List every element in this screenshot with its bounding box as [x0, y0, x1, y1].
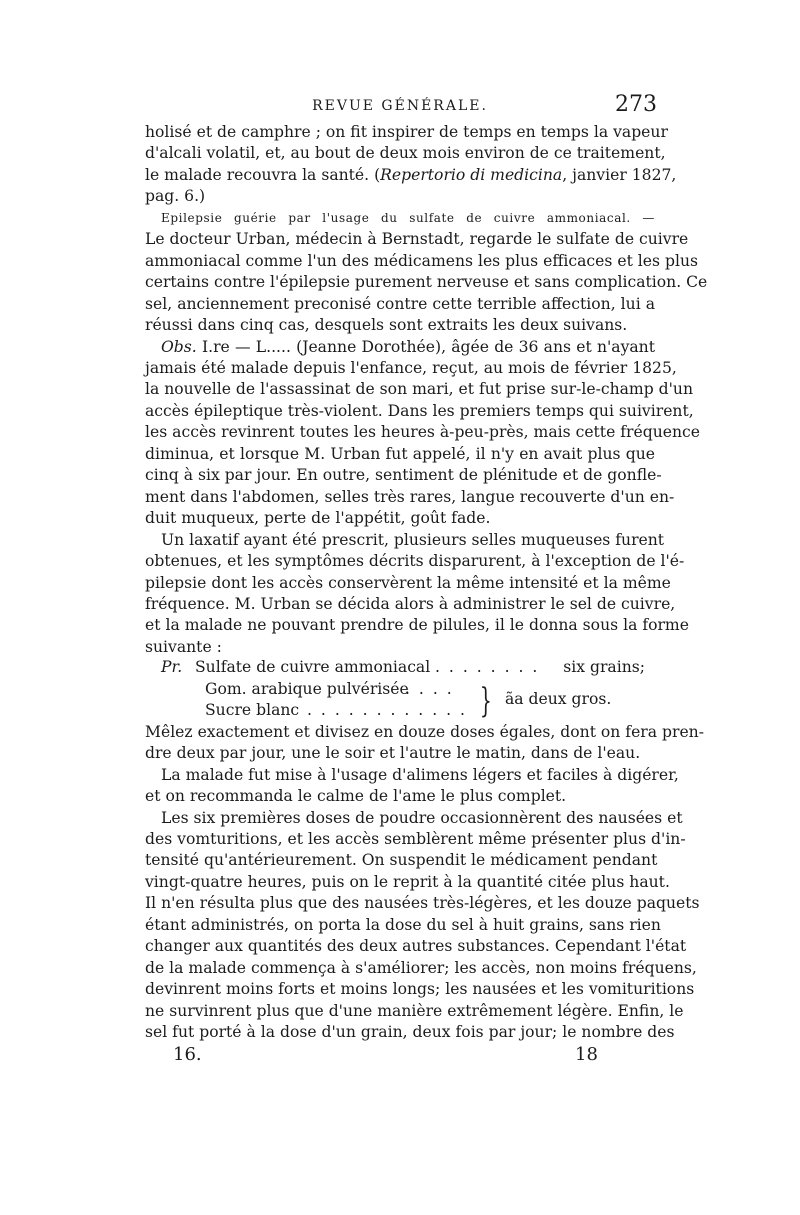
prescription-prefix: Pr.	[161, 658, 183, 677]
text-line: accès épileptique très-violent. Dans les premiers temps qui suivirent,	[145, 401, 694, 420]
text-line: devinrent moins forts et moins longs; les nausées et les vomituritions	[145, 980, 695, 999]
prescription-quantity: six grains;	[563, 658, 645, 677]
text-line: Le docteur Urban, médecin à Bernstadt, regarde le sulfate de cuivre	[145, 230, 689, 249]
prescription-ingredient: Sulfate de cuivre ammoniacal	[195, 658, 431, 677]
text-line: des vomturitions, et les accès semblèrent même présenter plus d'in-	[145, 830, 686, 849]
leader-dots: . . . . . . . .	[435, 658, 540, 677]
prescription-quantity: ãa deux gros.	[505, 689, 612, 708]
text-line: sel fut porté à la dose d'un grain, deux fois par jour; le nombre des	[145, 1023, 675, 1042]
obs-label: Obs.	[161, 337, 197, 356]
text-line: d'alcali volatil, et, au bout de deux mois environ de ce traitement,	[145, 144, 666, 163]
text-line: tensité qu'antérieurement. On suspendit le médicament pendant	[145, 851, 658, 870]
text-line: obtenues, et les symptômes décrits disparurent, à l'exception de l'é-	[145, 552, 685, 571]
prescription-ingredient: Sucre blanc	[205, 701, 300, 720]
text-line: et la malade ne pouvant prendre de pilules, il le donna sous la forme	[145, 616, 689, 635]
text-line: vingt-quatre heures, puis on le reprit à la quantité citée plus haut.	[145, 872, 670, 891]
text-line: suivante :	[145, 637, 222, 656]
text-segment: le malade recouvra la santé. (	[145, 165, 381, 184]
book-page	[145, 92, 708, 1070]
text-line: pilepsie dont les accès conservèrent la même intensité et la même	[145, 573, 671, 592]
text-line: La malade fut mise à l'usage d'alimens légers et faciles à digérer,	[161, 765, 679, 784]
paragraph-doses	[145, 808, 700, 1044]
text-line: Les six premières doses de poudre occasionnèrent des nausées et	[161, 808, 683, 827]
running-title: REVUE GÉNÉRALE.	[312, 98, 488, 114]
text-line: dre deux par jour, une le soir et l'autre le matin, dans de l'eau.	[145, 744, 641, 763]
section-heading: Epilepsie guérie par l'usage du sulfate de cuivre ammoniacal. —	[161, 210, 655, 225]
brace-glyph: }	[479, 680, 492, 721]
prescription-row	[145, 658, 655, 679]
text-line: étant administrés, on porta la dose du sel à huit grains, sans rien	[145, 915, 661, 934]
page-footer	[145, 1044, 655, 1070]
leader-dots: . . . .	[405, 679, 454, 698]
page-header	[145, 92, 655, 122]
paragraph-epilepsy	[145, 208, 708, 337]
text-segment: I.re — L..... (Jeanne Dorothée), âgée de 36 ans et n'ayant	[196, 337, 655, 356]
text-line: Mêlez exactement et divisez en douze doses égales, dont on fera pren-	[145, 722, 704, 741]
text-line: ne survinrent plus que d'une manière extrêmement légère. Enfin, le	[145, 1001, 684, 1020]
text-line: la nouvelle de l'assassinat de son mari, et fut prise sur-le-champ d'un	[145, 380, 694, 399]
text-line: de la malade commença à s'améliorer; les accès, non moins fréquens,	[145, 958, 697, 977]
text-line: Un laxatif ayant été prescrit, plusieurs selles muqueuses furent	[161, 530, 665, 549]
text-line: et on recommanda le calme de l'ame le plus complet.	[145, 787, 567, 806]
text-segment: , janvier 1827,	[562, 165, 677, 184]
prescription	[145, 658, 655, 721]
text-line: cinq à six par jour. En outre, sentiment de plénitude et de gonfle-	[145, 466, 662, 485]
paragraph-continuation	[145, 122, 677, 208]
paragraph-laxative	[145, 530, 689, 659]
paragraph-mix	[145, 722, 704, 765]
body-text-continued	[145, 722, 704, 1044]
text-line: sel, anciennement preconisé contre cette terrible affection, lui a	[145, 294, 655, 313]
prescription-group	[145, 680, 655, 722]
text-line: ammoniacal comme l'un des médicamens les plus efficaces et les plus	[145, 251, 698, 270]
leader-dots: . . . . . . . . . . . .	[307, 701, 468, 720]
prescription-ingredient: Gom. arabique pulvérisée	[205, 679, 409, 698]
text-line: réussi dans cinq cas, desquels sont extraits les deux suivans.	[145, 316, 628, 335]
text-line: diminua, et lorsque M. Urban fut appelé, il n'y en avait plus que	[145, 444, 655, 463]
paragraph-observation	[145, 337, 700, 530]
text-line: les accès revinrent toutes les heures à-peu-près, mais cette fréquence	[145, 423, 700, 442]
text-line	[145, 337, 655, 358]
text-line: Il n'en résulta plus que des nausées très-légères, et les douze paquets	[145, 894, 700, 913]
text-line: duit muqueux, perte de l'appétit, goût fade.	[145, 509, 491, 528]
text-line: certains contre l'épilepsie purement nerveuse et sans complication. Ce	[145, 273, 708, 292]
body-text	[145, 122, 708, 658]
text-line: changer aux quantités des deux autres substances. Cependant l'état	[145, 937, 687, 956]
text-line: pag. 6.)	[145, 187, 206, 206]
text-line: jamais été malade depuis l'enfance, reçut, au mois de février 1825,	[145, 358, 677, 377]
journal-title: Repertorio di medicina	[380, 165, 563, 184]
signature-mark: 16.	[173, 1043, 202, 1065]
text-line: holisé et de camphre ; on fit inspirer de temps en temps la vapeur	[145, 123, 668, 141]
text-line: ment dans l'abdomen, selles très rares, langue recouverte d'un en-	[145, 487, 675, 506]
text-line	[145, 165, 677, 186]
text-line: fréquence. M. Urban se décida alors à administrer le sel de cuivre,	[145, 594, 676, 613]
page-number: 273	[615, 92, 657, 117]
sheet-number: 18	[575, 1043, 598, 1065]
paragraph-diet	[145, 765, 679, 808]
